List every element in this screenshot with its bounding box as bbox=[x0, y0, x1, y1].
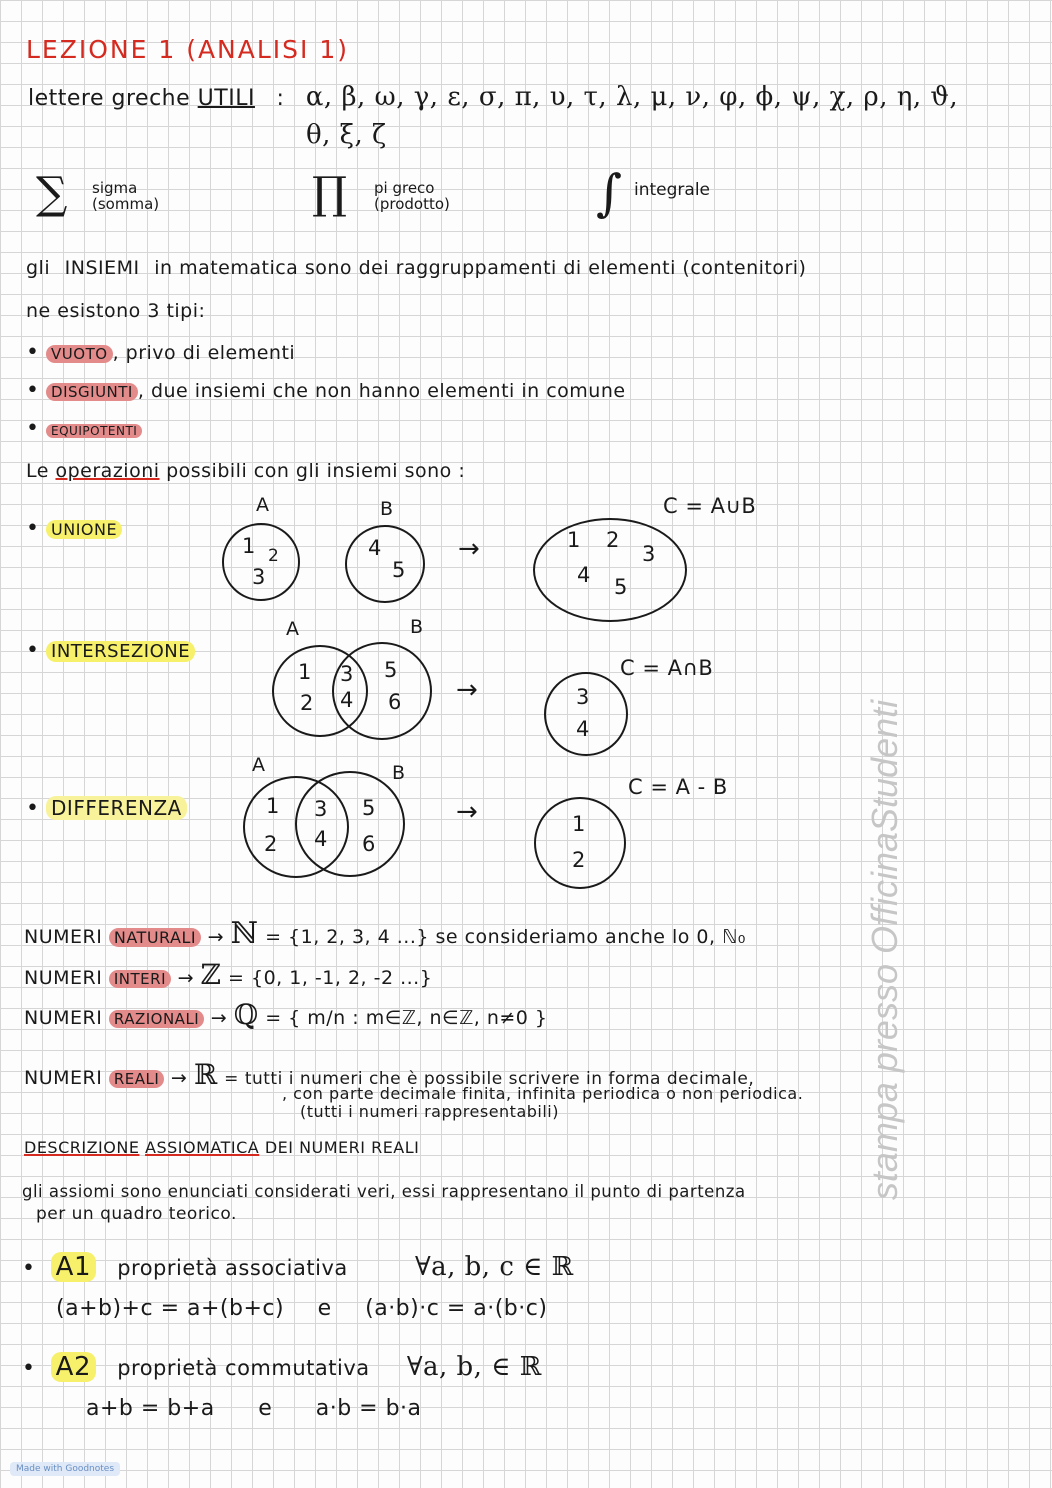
numeri-arrow: → bbox=[210, 1007, 228, 1029]
greek-letters-2: θ, ξ, ζ bbox=[306, 120, 387, 150]
symbol-integral bbox=[596, 164, 711, 222]
rationals-icon: ℚ bbox=[233, 998, 259, 1031]
op-unione-label: UNIONE bbox=[46, 520, 122, 539]
numeri-arrow: → bbox=[170, 1067, 188, 1089]
axiom-a2-name: proprietà commutativa bbox=[117, 1356, 370, 1380]
unione-b-num-4: 4 bbox=[368, 536, 382, 560]
unione-a-num-2: 2 bbox=[268, 546, 279, 566]
heading-descrizione: DESCRIZIONE bbox=[24, 1138, 140, 1157]
numeri-reali-label: REALI bbox=[109, 1070, 164, 1088]
intersezione-set-a-label: A bbox=[286, 618, 300, 640]
unione-b-num-5: 5 bbox=[392, 558, 406, 582]
intersezione-b-num-5: 5 bbox=[384, 658, 398, 682]
reali-extra-1: , con parte decimale finita, infinita periodica o non periodica. bbox=[282, 1084, 804, 1103]
unione-result-label: C = A∪B bbox=[663, 494, 757, 518]
symbol-sigma bbox=[36, 168, 160, 219]
intersezione-mid-num-4: 4 bbox=[340, 688, 354, 712]
heading-assiomatica: ASSIOMATICA bbox=[145, 1138, 260, 1157]
type-vuoto-label: VUOTO bbox=[46, 345, 113, 363]
unione-set-a-label: A bbox=[256, 494, 270, 516]
bullet: • bbox=[26, 416, 40, 441]
symbol-pi bbox=[312, 168, 450, 219]
intersezione-result-label: C = A∩B bbox=[620, 656, 714, 680]
assiomi-intro-2: per un quadro teorico. bbox=[36, 1204, 237, 1224]
differenza-set-c bbox=[534, 797, 626, 889]
bullet: • bbox=[26, 516, 40, 541]
axiom-a1-and: e bbox=[317, 1296, 332, 1321]
intersezione-set-b-label: B bbox=[410, 616, 424, 638]
op-intersezione bbox=[26, 638, 195, 663]
axiom-a2-tag: A2 bbox=[51, 1352, 96, 1382]
differenza-mid-num-3: 3 bbox=[314, 797, 328, 821]
intersezione-arrow: → bbox=[456, 675, 478, 705]
insiemi-definition: in matematica sono dei raggruppamenti di elementi (contenitori) bbox=[154, 257, 807, 279]
differenza-result-label: C = A - B bbox=[628, 775, 728, 799]
numeri-naturali-label: NATURALI bbox=[109, 928, 201, 947]
type-equipotenti bbox=[26, 416, 142, 441]
numeri-razionali-label: RAZIONALI bbox=[109, 1010, 204, 1028]
numeri-naturali-def: = {1, 2, 3, 4 ...} se consideriamo anche lo 0, ℕ₀ bbox=[265, 926, 746, 948]
unione-a-num-3: 3 bbox=[252, 565, 266, 589]
numeri-prefix: NUMERI bbox=[24, 967, 103, 989]
axiom-a1-quantifier: ∀a, b, c ∈ ℝ bbox=[414, 1252, 574, 1282]
unione-c-num-4: 4 bbox=[577, 563, 591, 587]
product-icon: ∏ bbox=[312, 168, 348, 219]
type-disgiunti-label: DISGIUNTI bbox=[46, 383, 138, 401]
greek-letters-line bbox=[28, 82, 958, 112]
differenza-mid-num-4: 4 bbox=[314, 827, 328, 851]
axiom-a1-formula-product: (a·b)·c = a·(b·c) bbox=[365, 1296, 548, 1321]
assiomi-intro-1: gli assiomi sono enunciati considerati veri, essi rappresentano il punto di partenza bbox=[22, 1182, 746, 1201]
unione-set-a bbox=[222, 523, 300, 601]
reali-extra-2: (tutti i numeri rappresentabili) bbox=[300, 1102, 559, 1121]
numeri-reali-def: = tutti i numeri che è possibile scrivere in forma decimale, bbox=[224, 1069, 755, 1089]
ops-le: Le bbox=[26, 460, 49, 482]
type-vuoto bbox=[26, 340, 295, 365]
axiom-a1-name: proprietà associativa bbox=[117, 1256, 348, 1280]
pi-sub: (prodotto) bbox=[374, 195, 450, 213]
insiemi-gli: gli bbox=[26, 257, 51, 279]
numeri-prefix: NUMERI bbox=[24, 1007, 103, 1029]
axiom-a2-quantifier: ∀a, b, ∈ ℝ bbox=[406, 1352, 542, 1382]
differenza-b-num-6: 6 bbox=[362, 832, 376, 856]
heading-rest: DEI NUMERI REALI bbox=[264, 1138, 420, 1157]
unione-set-b-label: B bbox=[380, 498, 394, 520]
type-vuoto-text: , privo di elementi bbox=[112, 342, 296, 364]
axiom-a1 bbox=[22, 1252, 574, 1282]
differenza-c-num-2: 2 bbox=[572, 848, 586, 872]
greek-letters: α, β, ω, γ, ε, σ, π, υ, τ, λ, μ, ν, φ, ϕ, ψ, χ, ρ, η, ϑ, bbox=[305, 82, 959, 112]
axiom-a2-formulas bbox=[86, 1396, 422, 1421]
operations-intro bbox=[26, 460, 465, 482]
intersezione-b-num-6: 6 bbox=[388, 690, 402, 714]
op-differenza bbox=[26, 796, 187, 821]
pi-label: pi greco bbox=[374, 179, 435, 197]
insiemi-line-2: ne esistono 3 tipi: bbox=[26, 300, 206, 322]
sigma-icon: ∑ bbox=[36, 168, 68, 219]
axiom-a1-tag: A1 bbox=[51, 1252, 96, 1282]
naturals-icon: ℕ bbox=[230, 916, 259, 951]
sigma-sub: (somma) bbox=[92, 195, 160, 213]
goodnotes-badge: Made with Goodnotes bbox=[10, 1462, 120, 1476]
insiemi-keyword: INSIEMI bbox=[64, 257, 140, 279]
type-disgiunti bbox=[26, 378, 626, 403]
differenza-b-num-5: 5 bbox=[362, 796, 376, 820]
intersezione-a-num-1: 1 bbox=[298, 660, 312, 684]
differenza-set-a-label: A bbox=[252, 754, 266, 776]
bullet: • bbox=[26, 638, 40, 663]
differenza-set-b bbox=[295, 771, 405, 877]
numeri-razionali-def: = { m/n : m∈ℤ, n∈ℤ, n≠0 } bbox=[265, 1007, 548, 1029]
numeri-razionali bbox=[24, 998, 548, 1031]
numeri-arrow: → bbox=[207, 926, 225, 948]
unione-c-num-1: 1 bbox=[567, 528, 581, 552]
axiom-a2-formula-product: a·b = b·a bbox=[315, 1396, 422, 1421]
watermark: stampa presso OfficinaStudenti bbox=[864, 699, 905, 1201]
differenza-set-b-label: B bbox=[392, 762, 406, 784]
integers-icon: ℤ bbox=[200, 958, 222, 991]
axiom-a1-formulas bbox=[56, 1296, 547, 1321]
axiom-a2 bbox=[22, 1352, 542, 1382]
axiom-a1-formula-sum: (a+b)+c = a+(b+c) bbox=[56, 1296, 285, 1321]
greek-colon: : bbox=[276, 86, 285, 111]
numeri-interi bbox=[24, 958, 432, 991]
bullet: • bbox=[26, 796, 40, 821]
unione-c-num-2: 2 bbox=[606, 528, 620, 552]
insiemi-line-1 bbox=[26, 257, 806, 279]
type-disgiunti-text: , due insiemi che non hanno elementi in comune bbox=[137, 380, 626, 402]
sigma-label: sigma bbox=[92, 179, 138, 197]
unione-a-num-1: 1 bbox=[242, 534, 256, 558]
page-title: LEZIONE 1 (ANALISI 1) bbox=[26, 35, 350, 64]
axiom-a2-formula-sum: a+b = b+a bbox=[86, 1396, 215, 1421]
op-differenza-label: DIFFERENZA bbox=[46, 796, 187, 820]
intersezione-c-num-4: 4 bbox=[576, 717, 590, 741]
intersezione-c-num-3: 3 bbox=[576, 685, 590, 709]
intersezione-a-num-2: 2 bbox=[300, 691, 314, 715]
unione-arrow: → bbox=[458, 534, 480, 564]
bullet: • bbox=[22, 1356, 36, 1381]
integral-icon: ∫ bbox=[596, 164, 623, 222]
intersezione-mid-num-3: 3 bbox=[340, 662, 354, 686]
type-equipotenti-label: EQUIPOTENTI bbox=[46, 424, 142, 438]
differenza-a-num-2: 2 bbox=[264, 832, 278, 856]
greek-label-underlined: UTILI bbox=[197, 86, 255, 111]
bullet: • bbox=[26, 340, 40, 365]
ops-rest: possibili con gli insiemi sono : bbox=[166, 460, 466, 482]
op-intersezione-label: INTERSEZIONE bbox=[46, 641, 195, 662]
greek-label: lettere greche bbox=[28, 86, 191, 111]
op-unione bbox=[26, 516, 122, 541]
numeri-interi-label: INTERI bbox=[109, 970, 171, 988]
bullet: • bbox=[26, 378, 40, 403]
axiom-a2-and: e bbox=[258, 1396, 273, 1421]
numeri-arrow: → bbox=[177, 967, 194, 989]
ops-keyword: operazioni bbox=[55, 460, 160, 482]
bullet: • bbox=[22, 1256, 36, 1281]
differenza-arrow: → bbox=[456, 797, 478, 827]
assiomatica-heading bbox=[24, 1138, 419, 1157]
reals-icon: ℝ bbox=[193, 1058, 218, 1091]
unione-c-num-3: 3 bbox=[642, 542, 656, 566]
numeri-prefix: NUMERI bbox=[24, 926, 103, 948]
numeri-prefix: NUMERI bbox=[24, 1067, 103, 1089]
differenza-a-num-1: 1 bbox=[266, 794, 280, 818]
unione-c-num-5: 5 bbox=[614, 575, 628, 599]
unione-set-b bbox=[345, 525, 425, 603]
numeri-naturali bbox=[24, 916, 746, 951]
differenza-c-num-1: 1 bbox=[572, 812, 586, 836]
numeri-interi-def: = {0, 1, -1, 2, -2 ...} bbox=[228, 967, 433, 989]
integral-label: integrale bbox=[634, 180, 711, 200]
